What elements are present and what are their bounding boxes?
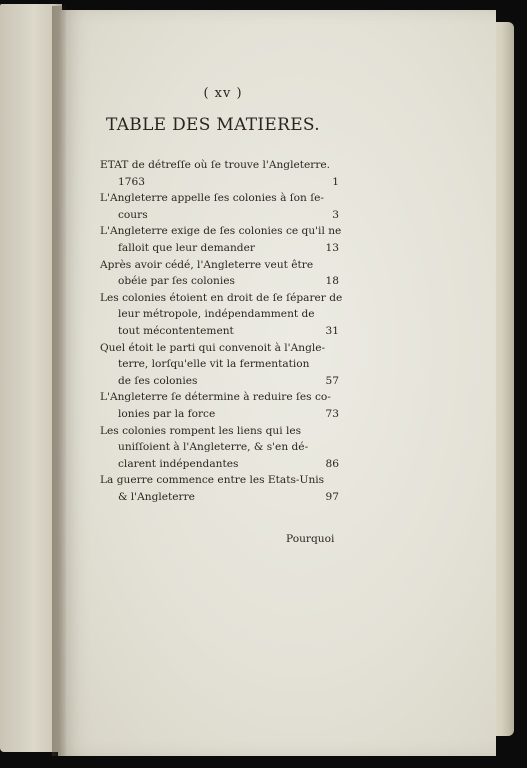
entry-page-number: 97	[325, 490, 339, 503]
entry-title: L'Angleterre ſe détermine à reduire ſes co-	[100, 391, 331, 404]
entry-page-number: 86	[325, 457, 339, 470]
book-gutter	[52, 6, 66, 756]
entry-continuation: obéie par ſes colonies	[118, 275, 235, 288]
entry-title: Les colonies étoient en droit de ſe ſéparer de	[100, 291, 343, 304]
entry-page-number: 73	[325, 407, 339, 420]
entry-page-number: 3	[332, 208, 339, 221]
table-of-contents	[100, 86, 345, 505]
contents-entry	[100, 190, 345, 223]
contents-entry	[100, 157, 345, 190]
entry-title: Quel étoit le parti qui convenoit à l'Angle-	[100, 341, 326, 354]
entry-continuation: clarent indépendantes	[118, 457, 239, 470]
entry-continuation: leur métropole, indépendamment de	[118, 308, 315, 321]
entry-continuation: 1763	[118, 175, 145, 188]
contents-entry	[100, 257, 345, 290]
contents-entry	[100, 290, 345, 340]
entry-title: L'Angleterre exige de ſes colonies ce qu'il ne	[100, 225, 342, 238]
contents-entry	[100, 423, 345, 473]
entry-title: L'Angleterre appelle ſes colonies à ſon ſe-	[100, 192, 325, 205]
page-number: ( xv )	[203, 86, 243, 101]
entry-continuation: falloit que leur demander	[118, 241, 255, 254]
entry-title: ETAT de détreſſe où ſe trouve l'Angleterre.	[100, 159, 331, 171]
entry-page-number: 13	[325, 241, 339, 254]
contents-list	[100, 157, 345, 505]
entry-continuation: uniſſoient à l'Angleterre, & s'en dé-	[118, 441, 309, 454]
entry-page-number: 31	[325, 324, 339, 337]
contents-entry	[100, 389, 345, 422]
entry-continuation: & l'Angleterre	[118, 490, 195, 503]
entry-continuation: tout mécontentement	[118, 324, 234, 337]
entry-title: La guerre commence entre les Etats-Unis	[100, 474, 325, 487]
contents-entry	[100, 340, 345, 390]
entry-page-number: 57	[325, 374, 339, 387]
contents-entry	[100, 223, 345, 256]
entry-continuation: cours	[118, 208, 148, 221]
entry-page-number: 18	[325, 275, 339, 288]
page-title: TABLE DES MATIERES.	[106, 115, 320, 135]
entry-continuation: lonies par la force	[118, 407, 216, 420]
entry-title: Les colonies rompent les liens qui les	[100, 424, 302, 437]
entry-continuation: de ſes colonies	[118, 374, 198, 387]
entry-title: Après avoir cédé, l'Angleterre veut être	[100, 258, 314, 271]
catchword: Pourquoi	[286, 533, 335, 545]
entry-page-number: 1	[332, 175, 339, 188]
contents-entry	[100, 472, 345, 505]
entry-continuation: terre, lorſqu'elle vit la fermentation	[118, 358, 310, 371]
